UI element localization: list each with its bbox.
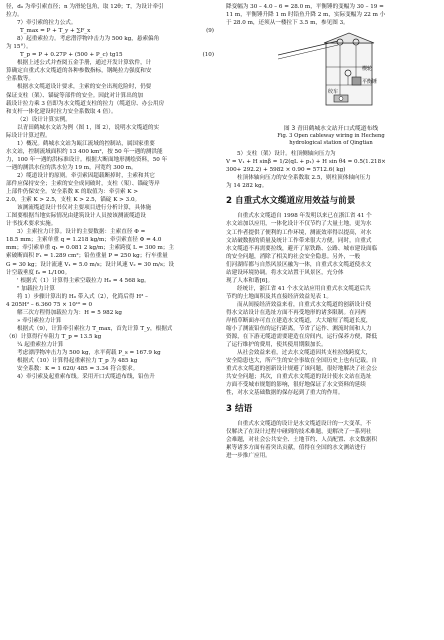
text-line: 水文站，控制流域面积约 13 400 km²，按 50 年一遇的测洪能 xyxy=(6,148,163,155)
text-line: 资源，在下游无缆道需要建造在房间内，运行保养方便，降低 xyxy=(226,334,378,341)
building-outline xyxy=(326,43,372,105)
section-3-body xyxy=(226,420,436,460)
right-column xyxy=(226,3,436,460)
text-line: 保证支柱（架）、锚碇等部件的安全。因此对计算出的加 xyxy=(6,92,144,99)
text-line: 部件应保持安全；主索的安全成同破时，支柱（架）、锚碇等岸 xyxy=(6,181,160,188)
text-line: 共安全问题；其次，自重式水文缆道的设计使水文站在选址 xyxy=(226,374,372,381)
text-line: 一遇的测洪水位的洪水位为 19 m，河宽约 300 m。 xyxy=(6,164,137,171)
text-line: 该测流缆道设计书仅对主要项目进行分析计算，具体施 xyxy=(17,205,152,212)
right-column-mid-text xyxy=(226,150,436,190)
text-line: 水文缆道不再需要拉线，避开了原铁路、公路、城市建设面临 xyxy=(226,245,378,252)
text-line: 性，对水文基础数据的保存起到了重大的作用。 xyxy=(226,390,344,397)
text-line: 经统计，浙江省 41 个水文站应用自重式水文缆道后共 xyxy=(237,285,371,292)
text-line: » 牵引索拉力计算 xyxy=(17,317,62,324)
text-line: 和支杆一体化建设时拉力安全系数取 4 倍）。 xyxy=(6,108,117,115)
right-column-top-text xyxy=(226,3,436,27)
text-line: 2）缆道设计的原则。牵引索因超载断掉时，主索和其它 xyxy=(17,172,155,179)
text-line: 2.0，主索 K > 2.5，支柱 K > 2.5，锚碇 K > 3.0。 xyxy=(6,197,141,204)
section-2-heading: 2 自重式水文缆道应用效益与前景 xyxy=(226,196,356,207)
text-line: mm；牵引索单重 q₁ = 0.081 2 kg/m；主索跨度 L = 300 m；主 xyxy=(6,245,174,252)
text-line: 工图要根据当地实际情况由建筑设计人员按该测流缆道设 xyxy=(6,213,146,220)
text-line: 计书技术要求实施。 xyxy=(6,221,57,228)
equation-number: (10) xyxy=(202,52,214,59)
label-counterweight: 平衡锤 xyxy=(362,79,378,86)
left-column xyxy=(6,3,216,381)
text-line: 根据式（10）计算得起重索拉力 T_p 为 485 kg xyxy=(17,358,138,365)
equation-number: (9) xyxy=(206,28,214,35)
roof-shape xyxy=(324,33,374,43)
text-line: 水文站加以应用，一体化设计不仅节约了大量土地，更为水 xyxy=(226,221,372,228)
figure-caption-en-1: Fig. 3 Open cableway wiring in Hecheng xyxy=(277,133,385,140)
text-line: 重式水文缆道的创新设计规避了该问题，很好地解决了社会公 xyxy=(226,366,378,373)
text-line: 文站破数据的质量及统计工作带来很大方便。同时，自重式 xyxy=(226,237,372,244)
text-line: 降变幅为 30 – 4.0 – 6 = 28.0 m，平衡锤的变幅为 30 – 19 = xyxy=(226,4,384,10)
text-line: 全系数等。 xyxy=(6,76,34,83)
text-line: 力，100 年一遇的洪标准设计。根据大断面地形测绘资料，50 年 xyxy=(6,156,168,163)
text-line: 安全隐患也大，所产生的安全事故在全国历史上也有记载。自 xyxy=(226,358,378,365)
text-line: 11 m，平衡锤升降 1 m 时铅鱼升降 2 m，实际变幅为 22 m 小 xyxy=(226,12,386,19)
counterweight-block xyxy=(352,77,361,85)
text-line: 节约的土地面积及其直接经济效益见表 1。 xyxy=(226,293,333,300)
text-line: 算确定自重式水文缆道的各种参数指标，钢绳拉力强度和安 xyxy=(6,68,152,75)
label-hoist: 绞车 xyxy=(328,89,339,96)
text-line: 考虑漂浮物冲击力为 500 kg，水平荷载 P_s = 167.9 kg xyxy=(17,350,161,357)
text-line: 安全系数：K = 1 620/ 485 = 3.34 符合要求。 xyxy=(17,366,139,373)
text-line: 文工作者提供了便利的工作环境，测流效率得以提高，对水 xyxy=(226,229,372,236)
text-line: 解三次方程得加载拉力为：H = 5 982 kg xyxy=(17,309,123,316)
text-line: 从社会效益来看，过去水文缆道因其支柱拉线跨度大， xyxy=(237,350,372,357)
text-line: 缩小了测流铅鱼的运行距离，节省了运作、测流时间和人力 xyxy=(226,326,372,333)
text-line: 岸植草断面亦可直立建造水文缆道，大大缩短了缆道长度， xyxy=(226,318,372,325)
cableway-wiring-diagram xyxy=(278,29,388,109)
text-line: 18.5 mm；主索单重 q = 1.218 kg/m；牵引索直径 Φ = 4.0 xyxy=(6,237,162,244)
text-line: 上部件仍保安全。安全系数 K 的取值为：牵引索 K > xyxy=(6,189,139,196)
text-line: V = V₁ + H sinβ = 1/2(qL + p₁) + H sin θ4 = 0.5(1.218× xyxy=(226,159,386,166)
text-line: 自重式水文缆道的设计是水文缆道设计的一大变革，不 xyxy=(237,420,372,427)
text-line: （6）计算得行车阻力 T_p = 13.5 kg xyxy=(6,333,102,340)
text-line: 为 14 282 kg。 xyxy=(226,183,268,190)
equation-line xyxy=(6,27,216,35)
text-line: 7）牵引索的拉力公式。 xyxy=(17,20,77,27)
text-line: 进一步推广应用。 xyxy=(226,452,271,459)
text-line: 根据式（9），计算牵引索拉力 T_max，首先计算 T_y，根据式 xyxy=(17,325,173,332)
text-line: 了运行维护的费用，使其使用期限加长。 xyxy=(226,342,327,349)
text-line: ¼ 起重索拉力计算 xyxy=(17,341,64,348)
text-line: 5）支柱（架）设计。柱顶侧轴向压力为 xyxy=(237,151,336,158)
text-line: 根据上述公式并查阅五金手册，通过开发计算软件，计 xyxy=(17,60,152,67)
equation-text: T_max = P + T_y + ∑F_x xyxy=(20,28,91,35)
text-line: 方面不受城市规划的影响，很好地保证了水文资料的延续 xyxy=(226,382,366,389)
text-line: 会难题，对社会公共安全、土地节约、人员配置、水文数据积 xyxy=(226,436,378,443)
label-pulley: 楔轮 xyxy=(362,66,373,73)
equation-text: T_p = P + 0.27P + (500 + P_c) tg15 xyxy=(20,52,123,59)
section-2-body xyxy=(226,212,436,397)
text-line: 1）概况。鹤城水文站为瓯江流域的控制站，属国家重要 xyxy=(17,140,155,147)
text-line: 索破断面积 F₁ = 1.289 cm²；铅鱼重量 P = 250 kg；行车重量 xyxy=(6,253,168,260)
winch-drum-icon xyxy=(339,97,343,101)
text-line: 而从间接经济效益来看，自重式水文缆道的创新设计使 xyxy=(237,301,372,308)
figure-3 xyxy=(226,27,436,123)
text-line: 根据水文缆道设计要求，主索的安全出现危险时，仍要 xyxy=(17,84,152,91)
text-line: 载设计拉力乘 3 倍即为水文缆道支柱的拉力（缆道房、办公用房 xyxy=(6,100,165,107)
figure-caption-cn: 图 3 青田鹤城水文站开口式缆道布线 xyxy=(283,126,379,133)
text-line: 得水文站设计在选址方面不再受地形的诸多限制。在河两 xyxy=(226,309,366,316)
text-line: ' 根据式（1）计算得主索空载拉力 H₀ = 4 568 kg。 xyxy=(17,277,150,284)
text-line: " 加载拉力计算 xyxy=(17,285,55,292)
text-line: 际设计计算过程。 xyxy=(6,132,51,139)
text-line: 4 205H² – 6.360 75 × 10¹⁰ = 0 xyxy=(6,301,93,308)
text-line: （2）设计计算实例。 xyxy=(17,116,71,123)
equation-line xyxy=(6,51,216,59)
text-line: 累等诸多方面有着突出贡献，值得在全国的水文测站进行 xyxy=(226,444,366,451)
figure-caption-en-2: hydrological station of Qingtian xyxy=(289,140,373,147)
text-line: 径，d₀ 为牵引索直径；n 为滑轮包角，取 12θ；T，为设计牵引 xyxy=(6,4,164,10)
text-line: 3）主索拉力计算。设计的主要数据：主索直径 Φ = xyxy=(17,229,146,236)
text-line: 现了人本和谐[6]。 xyxy=(226,277,274,284)
text-line: 为 15°）。 xyxy=(6,44,32,51)
text-line: 的安全问题，消除了相关的社会安全隐患。另外，一般 xyxy=(226,253,361,260)
section-3-heading: 3 结语 xyxy=(226,403,253,414)
text-line: 拉力。 xyxy=(6,12,23,19)
text-line: 自重式水文缆道自 1998 年发明以来已在浙江省 41 个 xyxy=(237,213,372,220)
text-line: 柱顶体轴向压力的安全系数取 2.5，则柱顶体轴向压力 xyxy=(237,175,371,182)
text-line: 于 28.0 m，还须从一楼拉下 3.5 m，参见图 3。 xyxy=(226,20,349,27)
text-line: 站建设环境协调。将水文站置于风景区，充分体 xyxy=(226,269,344,276)
text-line: 将 1）步骤计算出的 H₀ 带入式（2），化简后得 H³ – xyxy=(17,293,148,300)
text-line: 8）起重索拉力。考虑潜浮物冲击力为 500 kg，悬索偏角 xyxy=(17,36,160,43)
text-line: 计空载垂度 f₀ = L/100。 xyxy=(6,269,71,276)
text-line: 仅解决了在设计过程中碰到的技术难题，更解决了一系列社 xyxy=(226,428,372,435)
text-line: 以青田鹤城水文站为例（图 1，图 2），说明水文缆道的实 xyxy=(17,124,160,131)
text-line: 们河湖库都与自然风景区融为一体，自重式水文缆道使水文 xyxy=(226,261,372,268)
text-line: 4）牵引索及起重索布线。采用开口式缆道布线，铅鱼升 xyxy=(17,374,155,381)
text-line: G = 30 kg；设计流速 V₁ = 5.0 m/s；设计风速 V₂ = 30 m/s；设 xyxy=(6,261,174,268)
text-line: 300+ 292.2) + 5982 × 0.90 = 5712.6( kg) xyxy=(226,167,346,174)
